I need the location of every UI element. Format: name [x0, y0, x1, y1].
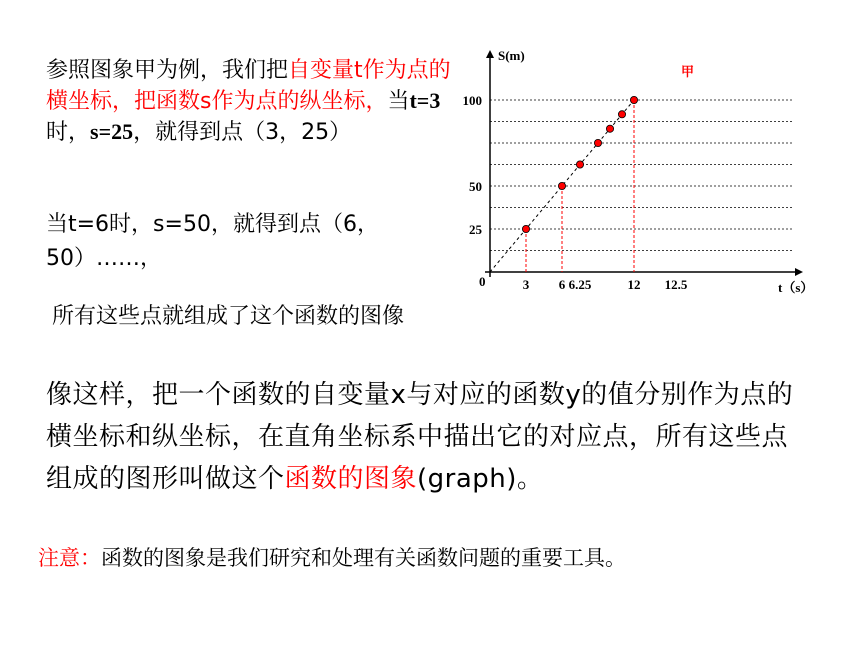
x-tick-label: 12.5 — [664, 277, 688, 292]
data-point — [522, 225, 529, 232]
y-axis-label: S(m) — [498, 48, 525, 63]
intro-highlight: 自变量t作为点的横坐标，把函数s作为点的纵坐标， — [46, 58, 451, 114]
x-axis-label: t（s） — [778, 280, 814, 295]
second-example-paragraph: 当t=6时，s=50，就得到点（6，50）……， — [46, 212, 379, 271]
note-label: 注意： — [38, 546, 101, 570]
x-tick-label: 3 — [522, 277, 530, 292]
intro-text-1: 参照图象甲为例，我们把 — [46, 58, 289, 83]
y-tick-label: 25 — [469, 222, 482, 237]
intro-text-2: 当 — [387, 89, 410, 114]
data-point — [558, 182, 565, 189]
x-axis-arrow — [795, 268, 803, 276]
origin-label: 0 — [479, 274, 486, 289]
data-point — [594, 139, 601, 146]
definition-term: 函数的图象 — [284, 464, 418, 494]
note-text: 函数的图象是我们研究和处理有关函数问题的重要工具。 — [101, 546, 626, 570]
y-axis-arrow — [486, 50, 494, 58]
x-tick-label: 6 — [558, 277, 566, 292]
series-label: 甲 — [681, 64, 695, 79]
definition-text: 像这样，把一个函数的自变量x与对应的函数y的值分别作为点的横坐标和纵坐标，在直角坐标系中描出它的对应点，所有这些点组成的图形叫做这个 — [46, 380, 794, 494]
intro-t-value: t=3 — [409, 88, 441, 113]
intro-text-4: ，就得到点（3，25） — [133, 120, 352, 145]
intro-s-value: s=25 — [90, 119, 134, 144]
data-point — [618, 111, 625, 118]
intro-text-3: 时， — [46, 120, 91, 145]
intro-paragraph — [46, 56, 454, 148]
definition-english: (graph)。 — [417, 464, 544, 494]
y-tick-labels — [463, 93, 483, 237]
x-tick-labels — [523, 277, 688, 292]
y-tick-label: 100 — [462, 93, 482, 108]
y-tick-label: 50 — [469, 179, 482, 194]
distance-time-graph — [450, 40, 830, 300]
summary-line: 所有这些点就组成了这个函数的图像 — [52, 304, 405, 329]
data-point — [576, 161, 583, 168]
x-tick-label: 12 — [627, 277, 641, 292]
data-point — [630, 96, 637, 103]
data-point — [606, 125, 613, 132]
definition-paragraph — [46, 374, 796, 500]
x-tick-label: 6.25 — [568, 277, 592, 292]
note-line — [38, 542, 848, 574]
grid-lines — [490, 100, 792, 251]
